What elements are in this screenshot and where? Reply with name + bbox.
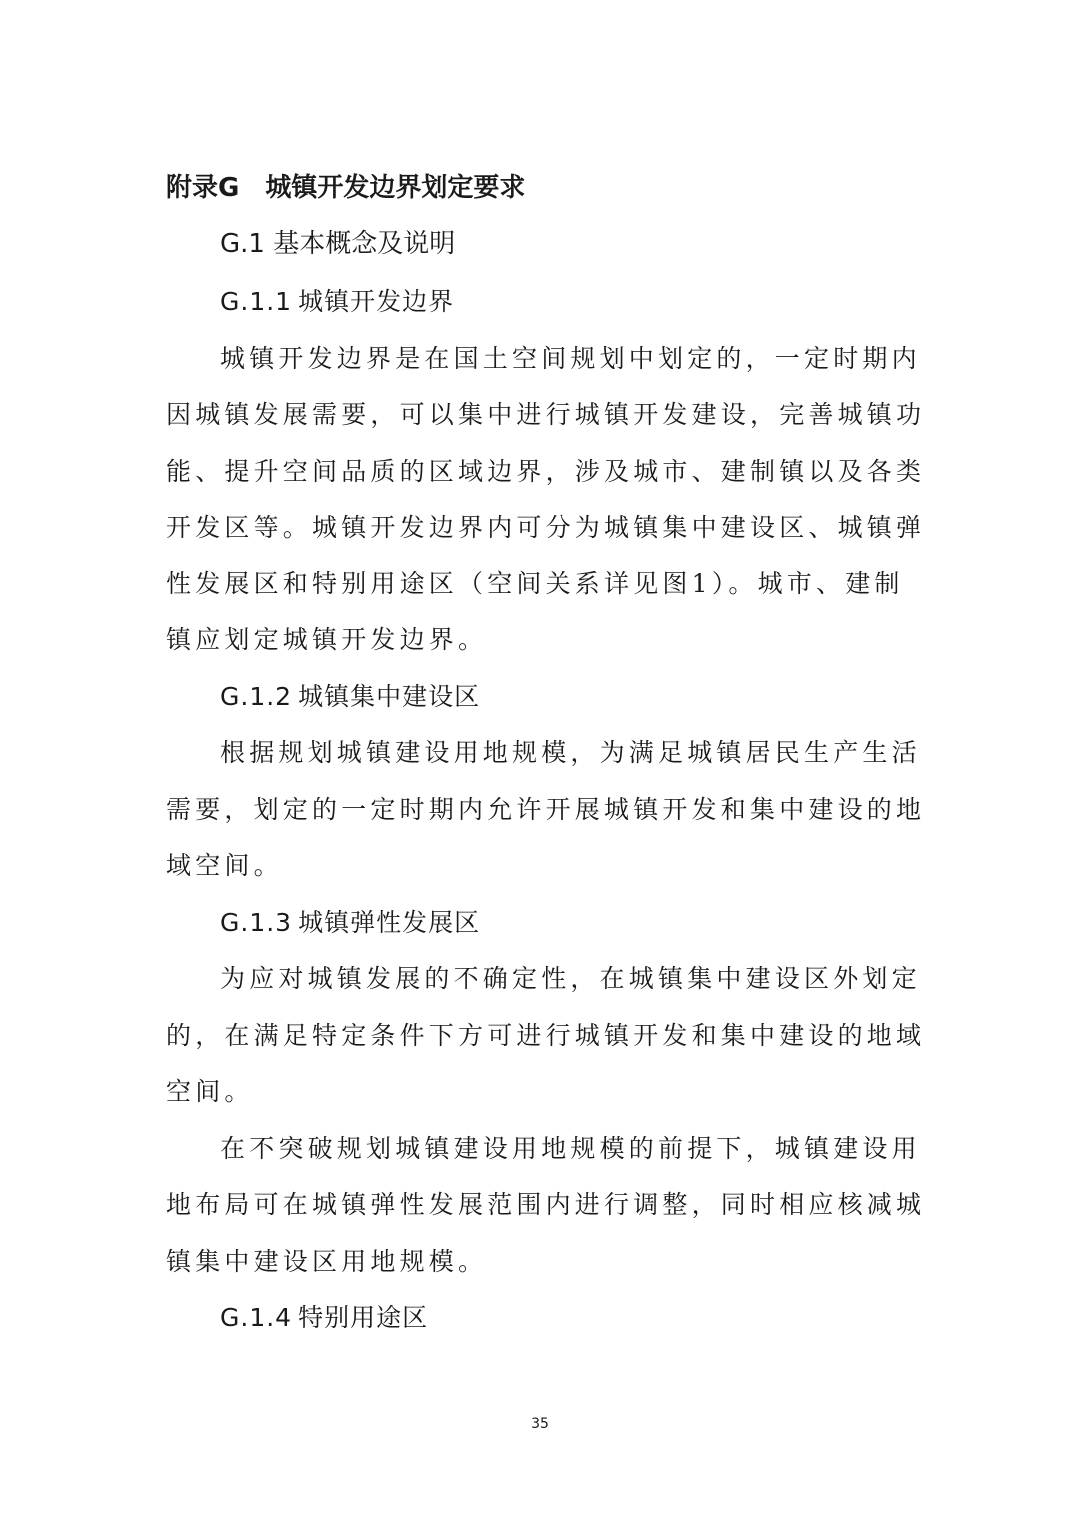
subsection-heading (220, 284, 454, 320)
subsection-title: 城镇开发边界 (298, 287, 455, 316)
paragraph-line: 能、提升空间品质的区域边界，涉及城市、建制镇以及各类 (166, 457, 926, 486)
subsection-heading (220, 1300, 428, 1336)
section-heading (220, 226, 455, 262)
paragraph-line: 根据规划城镇建设用地规模，为满足城镇居民生产生活 (220, 738, 921, 767)
page-number: 35 (531, 1416, 549, 1432)
paragraph-line: 性发展区和特别用途区（空间关系详见图1）。城市、建制 (166, 569, 904, 598)
subsection-number: G.1.4 (220, 1303, 293, 1332)
paragraph-line: 为应对城镇发展的不确定性，在城镇集中建设区外划定 (220, 964, 921, 993)
subsection-heading (220, 679, 480, 715)
subsection-heading (220, 905, 480, 941)
subsection-title: 城镇集中建设区 (298, 682, 481, 711)
paragraph-line: 镇应划定城镇开发边界。 (166, 625, 488, 654)
paragraph-line: 空间。 (166, 1077, 254, 1106)
subsection-number: G.1.3 (220, 908, 293, 937)
paragraph-line: 因城镇发展需要，可以集中进行城镇开发建设，完善城镇功 (166, 400, 926, 429)
subsection-number: G.1.1 (220, 287, 293, 316)
paragraph-line: 开发区等。城镇开发边界内可分为城镇集中建设区、城镇弹 (166, 513, 926, 542)
section-title: 基本概念及说明 (273, 229, 456, 259)
paragraph-line: 的，在满足特定条件下方可进行城镇开发和集中建设的地域 (166, 1021, 926, 1050)
paragraph-line: 域空间。 (166, 851, 283, 880)
paragraph-line: 地布局可在城镇弹性发展范围内进行调整，同时相应核减城 (166, 1190, 926, 1219)
subsection-title: 特别用途区 (298, 1303, 429, 1332)
appendix-heading: 城镇开发边界划定要求 (265, 173, 526, 203)
appendix-label: 附录G (166, 173, 240, 203)
paragraph-line: 在不突破规划城镇建设用地规模的前提下，城镇建设用 (220, 1134, 921, 1163)
subsection-number: G.1.2 (220, 682, 293, 711)
paragraph-line: 镇集中建设区用地规模。 (166, 1247, 488, 1276)
section-number: G.1 (220, 229, 265, 259)
paragraph-line: 需要，划定的一定时期内允许开展城镇开发和集中建设的地 (166, 795, 926, 824)
subsection-title: 城镇弹性发展区 (298, 908, 481, 937)
paragraph-line: 城镇开发边界是在国土空间规划中划定的，一定时期内 (220, 344, 921, 373)
appendix-title (166, 170, 525, 206)
